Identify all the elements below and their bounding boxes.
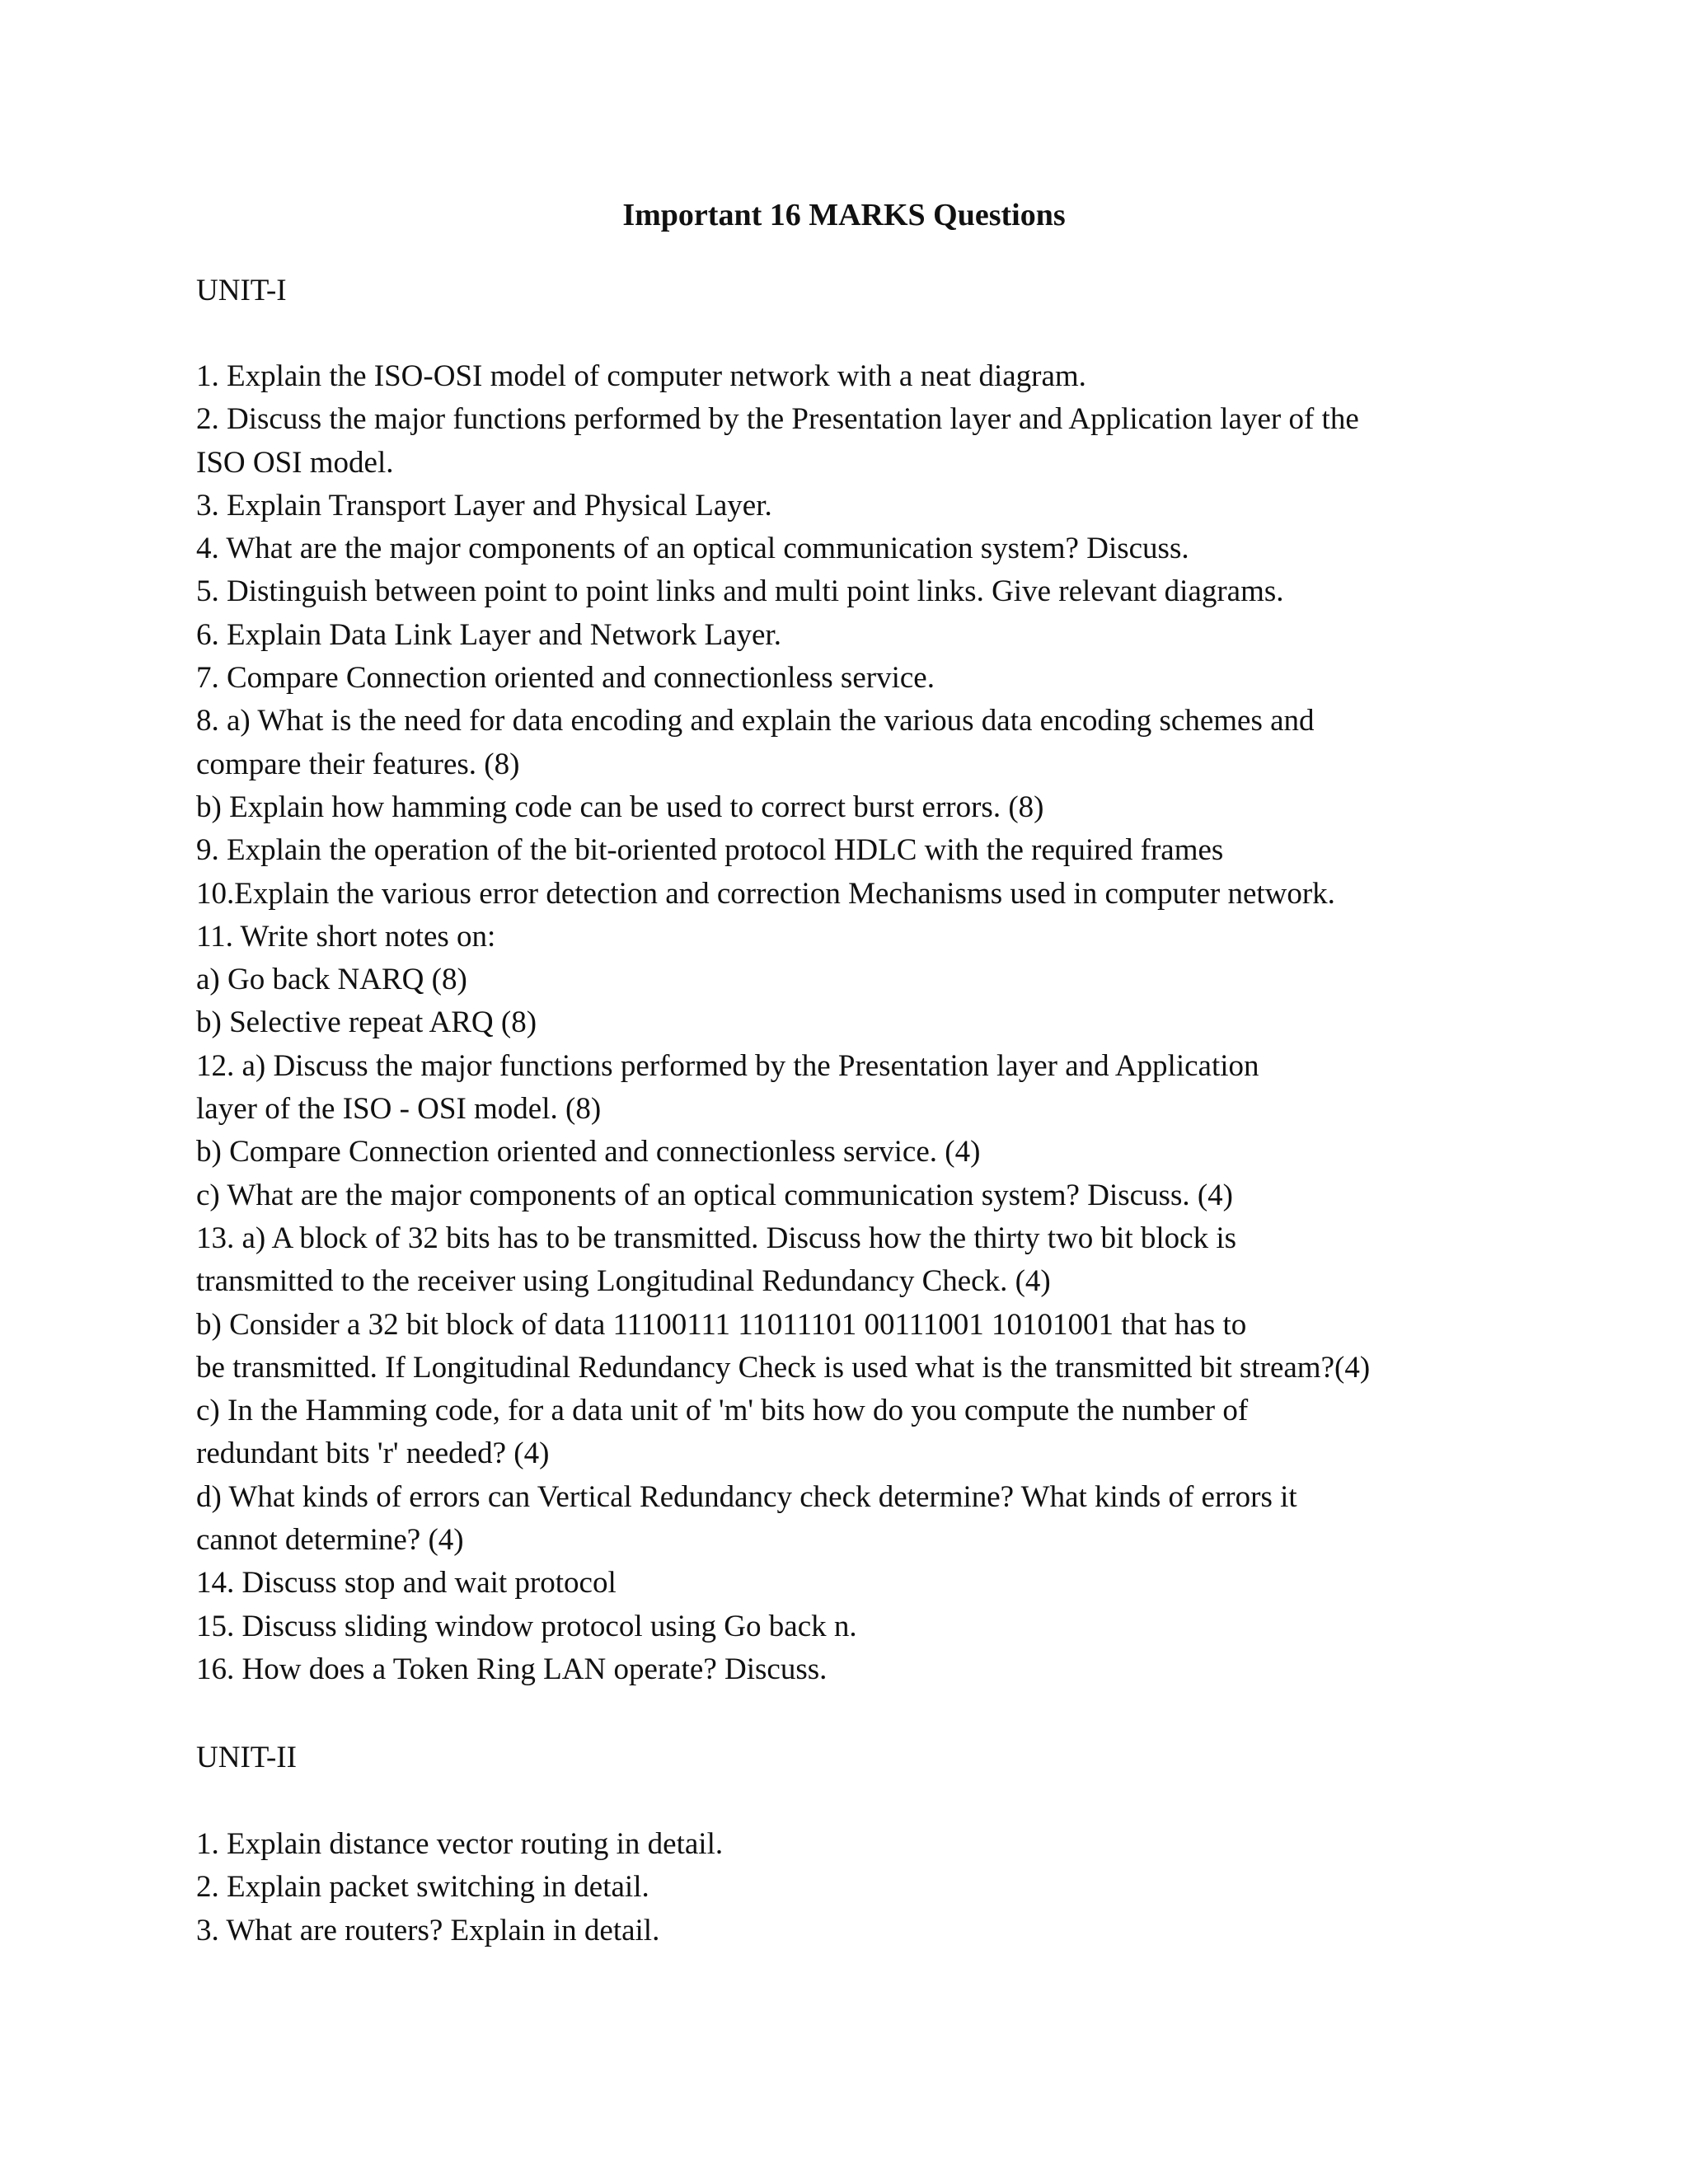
unit-2-question-list	[196, 1823, 1680, 1952]
question-line: redundant bits 'r' needed? (4)	[196, 1436, 550, 1471]
question-line: 4. What are the major components of an optical communication system? Discuss.	[196, 532, 1189, 566]
question-line: 14. Discuss stop and wait protocol	[196, 1566, 617, 1601]
question-line: 3. Explain Transport Layer and Physical Layer.	[196, 488, 772, 523]
question-line: 15. Discuss sliding window protocol using Go back n.	[196, 1609, 857, 1643]
question-line: cannot determine? (4)	[196, 1523, 464, 1558]
question-line: 9. Explain the operation of the bit-oriented protocol HDLC with the required frames	[196, 833, 1224, 868]
question-line: b) Consider a 32 bit block of data 11100111 11011101 00111001 10101001 that has to	[196, 1307, 1247, 1342]
question-line: c) What are the major components of an optical communication system? Discuss. (4)	[196, 1178, 1233, 1212]
question-line: 7. Compare Connection oriented and connectionless service.	[196, 661, 935, 696]
question-line: 2. Discuss the major functions performed by the Presentation layer and Application layer of the	[196, 402, 1359, 437]
question-line: 12. a) Discuss the major functions performed by the Presentation layer and Application	[196, 1048, 1259, 1083]
question-line: 5. Distinguish between point to point links and multi point links. Give relevant diagrams.	[196, 574, 1284, 609]
unit-1-question-list	[196, 355, 1680, 1691]
question-line: a) Go back NARQ (8)	[196, 963, 467, 997]
question-line: 13. a) A block of 32 bits has to be transmitted. Discuss how the thirty two bit block is	[196, 1221, 1236, 1255]
unit-heading-2: UNIT-II	[196, 1741, 297, 1774]
question-line: 11. Write short notes on:	[196, 919, 496, 954]
question-line: 1. Explain the ISO-OSI model of computer network with a neat diagram.	[196, 359, 1086, 393]
question-line: compare their features. (8)	[196, 747, 520, 781]
question-line: b) Explain how hamming code can be used to correct burst errors. (8)	[196, 790, 1044, 824]
question-line: layer of the ISO - OSI model. (8)	[196, 1092, 602, 1127]
question-line: be transmitted. If Longitudinal Redundancy Check is used what is the transmitted bit stream?(4)	[196, 1350, 1371, 1385]
unit-heading-1: UNIT-I	[196, 274, 287, 307]
document-title: Important 16 MARKS Questions	[622, 198, 1066, 232]
question-line: c) In the Hamming code, for a data unit of 'm' bits how do you compute the number of	[196, 1394, 1249, 1428]
question-line: 2. Explain packet switching in detail.	[196, 1870, 649, 1905]
question-line: 16. How does a Token Ring LAN operate? Discuss.	[196, 1652, 828, 1686]
question-line: b) Compare Connection oriented and connectionless service. (4)	[196, 1135, 981, 1169]
question-line: 6. Explain Data Link Layer and Network Layer.	[196, 617, 781, 652]
question-line: 8. a) What is the need for data encoding and explain the various data encoding schemes and	[196, 704, 1315, 738]
question-line: ISO OSI model.	[196, 445, 394, 480]
question-line: 3. What are routers? Explain in detail.	[196, 1913, 660, 1947]
question-line: transmitted to the receiver using Longitudinal Redundancy Check. (4)	[196, 1264, 1051, 1299]
question-line: 10.Explain the various error detection and correction Mechanisms used in computer network.	[196, 876, 1335, 911]
question-line: d) What kinds of errors can Vertical Redundancy check determine? What kinds of errors it	[196, 1479, 1297, 1514]
question-line: 1. Explain distance vector routing in detail.	[196, 1827, 724, 1861]
question-line: b) Selective repeat ARQ (8)	[196, 1005, 537, 1040]
